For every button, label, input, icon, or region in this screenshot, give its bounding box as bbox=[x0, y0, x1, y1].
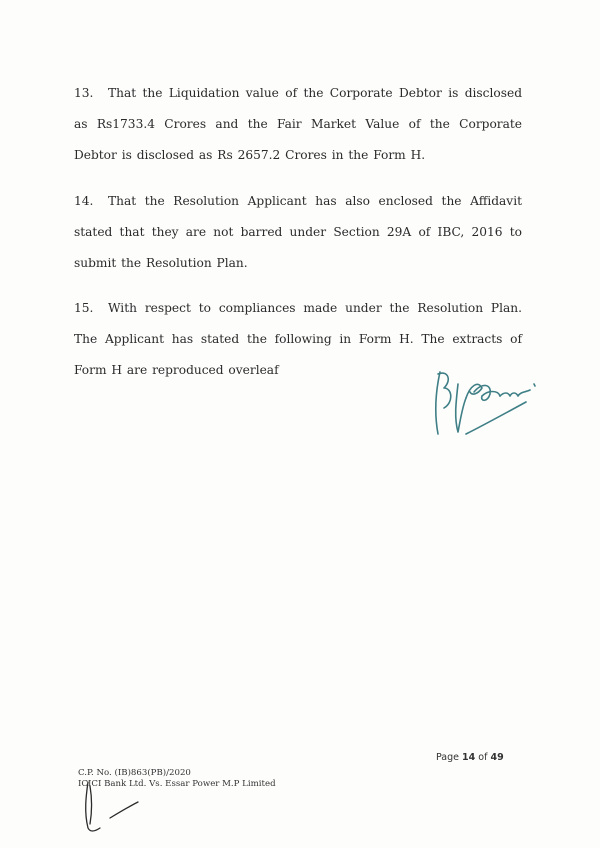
paragraph-13 bbox=[74, 78, 522, 171]
handwritten-initial bbox=[80, 778, 142, 836]
paragraph-text: With respect to compliances made under the Resolution Plan. The Applicant has stated the following in Form H. The extracts of Form H are reproduced overleaf bbox=[74, 301, 522, 377]
paragraph-text: That the Liquidation value of the Corporate Debtor is disclosed as Rs1733.4 Crores and the Fair Market Value of the Corporate Debtor is disclosed as Rs 2657.2 Crores in the Form H. bbox=[74, 86, 522, 162]
page-number-total: 49 bbox=[490, 752, 504, 763]
case-number: C.P. No. (IB)863(PB)/2020 bbox=[78, 768, 191, 778]
case-title: ICICI Bank Ltd. Vs. Essar Power M.P Limited bbox=[78, 779, 276, 789]
paragraph-number: 15. bbox=[74, 301, 94, 315]
paragraph-number: 13. bbox=[74, 86, 94, 100]
page-number bbox=[436, 752, 504, 763]
page-number-current: 14 bbox=[462, 752, 476, 763]
paragraph-text: That the Resolution Applicant has also enclosed the Affidavit stated that they are not barred under Section 29A of IBC, 2016 to submit the Resolution Plan. bbox=[74, 194, 522, 270]
paragraph-number: 14. bbox=[74, 194, 94, 208]
handwritten-signature bbox=[418, 362, 546, 450]
page-number-separator: of bbox=[478, 752, 488, 763]
paragraph-14 bbox=[74, 186, 522, 279]
page-number-prefix: Page bbox=[436, 752, 459, 763]
